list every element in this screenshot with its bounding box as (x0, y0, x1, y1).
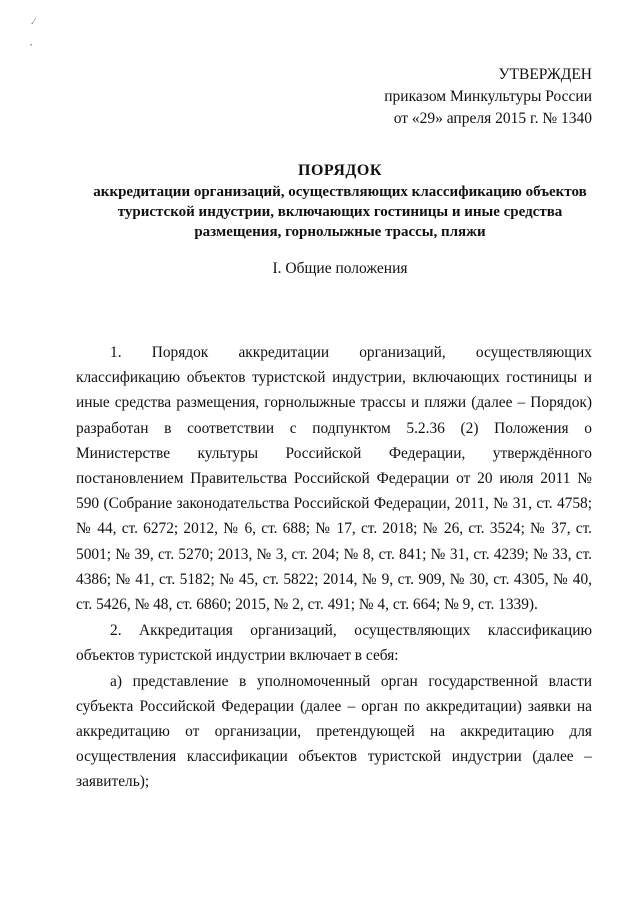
document-subtitle-line-2: туристской индустрии, включающих гостиницы и иные средства (117, 204, 563, 220)
approval-title: УТВЕРЖДЕН (498, 66, 592, 83)
approval-stamp-block (384, 64, 592, 130)
document-subtitle-line-3: размещения, горнолыжные трассы, пляжи (194, 224, 486, 240)
section-heading: I. Общие положения (272, 260, 408, 277)
approval-date: от «29» апреля 2015 г. № 1340 (393, 110, 592, 127)
paragraph-2a: а) представление в уполномоченный орган государственной власти субъекта Российской Федерации (далее – орган по аккредитации) заявки на аккредитацию от организации, претендующей на аккредитацию для осуществления классификации объектов туристской индустрии (далее – заявитель); (76, 672, 592, 791)
scan-artifact-dot: • (30, 43, 33, 49)
document-title: ПОРЯДОК (298, 162, 382, 179)
document-title-block (60, 160, 620, 242)
approval-order: приказом Минкультуры России (384, 88, 592, 105)
paragraph-2: 2. Аккредитация организаций, осуществляющих классификацию объектов туристской индустрии включает в себя: (76, 622, 592, 665)
scan-artifact-mark: .⁄ (31, 16, 35, 26)
document-subtitle-line-1: аккредитации организаций, осуществляющих классификацию объектов (93, 184, 587, 200)
paragraph-1: 1. Порядок аккредитации организаций, осуществляющих классификацию объектов туристской индустрии, включающих гостиницы и иные средства размещения, горнолыжные трассы и пляжи (далее – Порядок) разработан в соответствии с подпунктом 5.2.36 (2) Положения о Министерстве культуры Российской Федерации, утверждённого постановлением Правительства Российской Федерации от 20 июля 2011 № 590 (Собрание законодательства Российской Федерации, 2011, № 31, ст. 4758; № 44, ст. 6272; 2012, № 6, ст. 688; № 17, ст. 2018; № 26, ст. 3524; № 37, ст. 5001; № 39, ст. 5270; 2013, № 3, ст. 204; № 8, ст. 841; № 31, ст. 4239; № 33, ст. 4386; № 41, ст. 5182; № 45, ст. 5822; 2014, № 9, ст. 909, № 30, ст. 4305, № 40, ст. 5426, № 48, ст. 6860; 2015, № 2, ст. 491; № 4, ст. 664; № 9, ст. 1339). (76, 344, 592, 614)
document-body (76, 340, 592, 795)
